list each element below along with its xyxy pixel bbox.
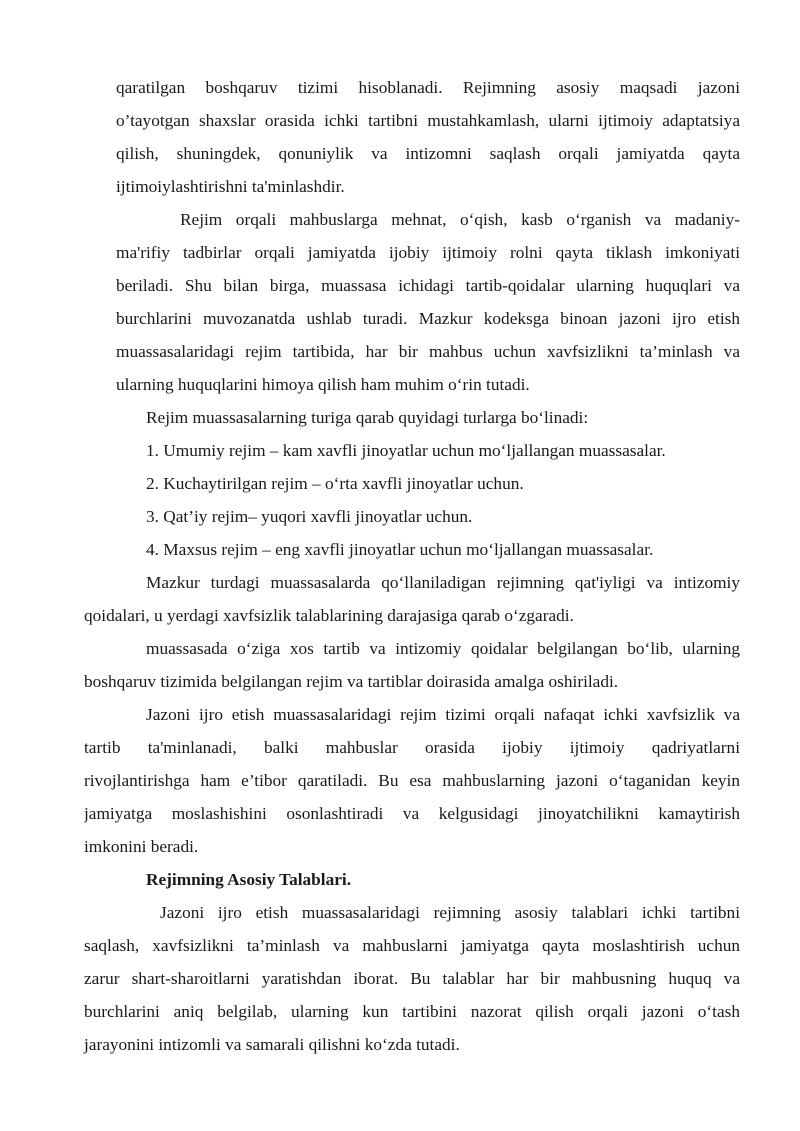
text-line: rivojlantirishga ham e’tibor qaratiladi. Bu esa mahbuslarning jazoni o‘taganidan keyin	[84, 771, 740, 790]
text-line: Rejim orqali mahbuslarga mehnat, o‘qish, kasb o‘rganish va madaniy-	[180, 210, 740, 229]
text-line: o’tayotgan shaxslar orasida ichki tartibni mustahkamlash, ularni ijtimoiy adaptatsiya	[116, 111, 740, 130]
text-line: muassasada o‘ziga xos tartib va intizomiy qoidalar belgilangan bo‘lib, ularning	[146, 639, 740, 658]
text-line: zarur shart-sharoitlarni yaratishdan iborat. Bu talablar har bir mahbusning huquq va	[84, 969, 740, 988]
list-item: 3. Qat’iy rejim– yuqori xavfli jinoyatlar uchun.	[146, 507, 473, 526]
text-line: muassasalaridagi rejim tartibida, har bir mahbus uchun xavfsizlikni ta’minlash va	[116, 342, 740, 361]
text-line: qoidalari, u yerdagi xavfsizlik talablarining darajasiga qarab o‘zgaradi.	[84, 606, 574, 625]
text-line: Jazoni ijro etish muassasalaridagi rejimning asosiy talablari ichki tartibni	[160, 903, 740, 922]
text-line: jarayonini intizomli va samarali qilishni ko‘zda tutadi.	[84, 1035, 460, 1054]
text-line: beriladi. Shu bilan birga, muassasa ichidagi tartib-qoidalar ularning huquqlari va	[116, 276, 740, 295]
heading-text: Rejimning Asosiy Talablari.	[146, 870, 352, 889]
text-line: ularning huquqlarini himoya qilish ham muhim o‘rin tutadi.	[116, 375, 530, 394]
text-line: tartib ta'minlanadi, balki mahbuslar orasida ijobiy ijtimoiy qadriyatlarni	[84, 738, 740, 757]
text-line: burchlarini muvozanatda ushlab turadi. Mazkur kodeksga binoan jazoni ijro etish	[116, 309, 740, 328]
text-line: ma'rifiy tadbirlar orqali jamiyatda ijobiy ijtimoiy rolni qayta tiklash imkoniyati	[116, 243, 740, 262]
text-line: burchlarini aniq belgilab, ularning kun tartibini nazorat qilish orqali jazoni o‘tash	[84, 1002, 740, 1021]
text-line: saqlash, xavfsizlikni ta’minlash va mahbuslarni jamiyatga qayta moslashtirish uchun	[84, 936, 740, 955]
text-line: jamiyatga moslashishini osonlashtiradi va kelgusidagi jinoyatchilikni kamaytirish	[84, 804, 740, 823]
text-line: Mazkur turdagi muassasalarda qo‘llaniladigan rejimning qat'iyligi va intizomiy	[146, 573, 740, 592]
text-line: imkonini beradi.	[84, 837, 199, 856]
list-item: 4. Maxsus rejim – eng xavfli jinoyatlar uchun mo‘ljallangan muassasalar.	[146, 540, 654, 559]
text-line: qaratilgan boshqaruv tizimi hisoblanadi. Rejimning asosiy maqsadi jazoni	[116, 78, 740, 97]
list-item: 1. Umumiy rejim – kam xavfli jinoyatlar uchun mo‘ljallangan muassasalar.	[146, 441, 666, 460]
list-item: 2. Kuchaytirilgan rejim – o‘rta xavfli jinoyatlar uchun.	[146, 474, 524, 493]
text-line: ijtimoiylashtirishni ta'minlashdir.	[116, 177, 345, 196]
text-line: qilish, shuningdek, qonuniylik va intizomni saqlash orqali jamiyatda qayta	[116, 144, 740, 163]
text-line: boshqaruv tizimida belgilangan rejim va tartiblar doirasida amalga oshiriladi.	[84, 672, 619, 691]
text-line: Jazoni ijro etish muassasalaridagi rejim tizimi orqali nafaqat ichki xavfsizlik va	[146, 705, 740, 724]
text-line: Rejim muassasalarning turiga qarab quyidagi turlarga bo‘linadi:	[146, 408, 589, 427]
